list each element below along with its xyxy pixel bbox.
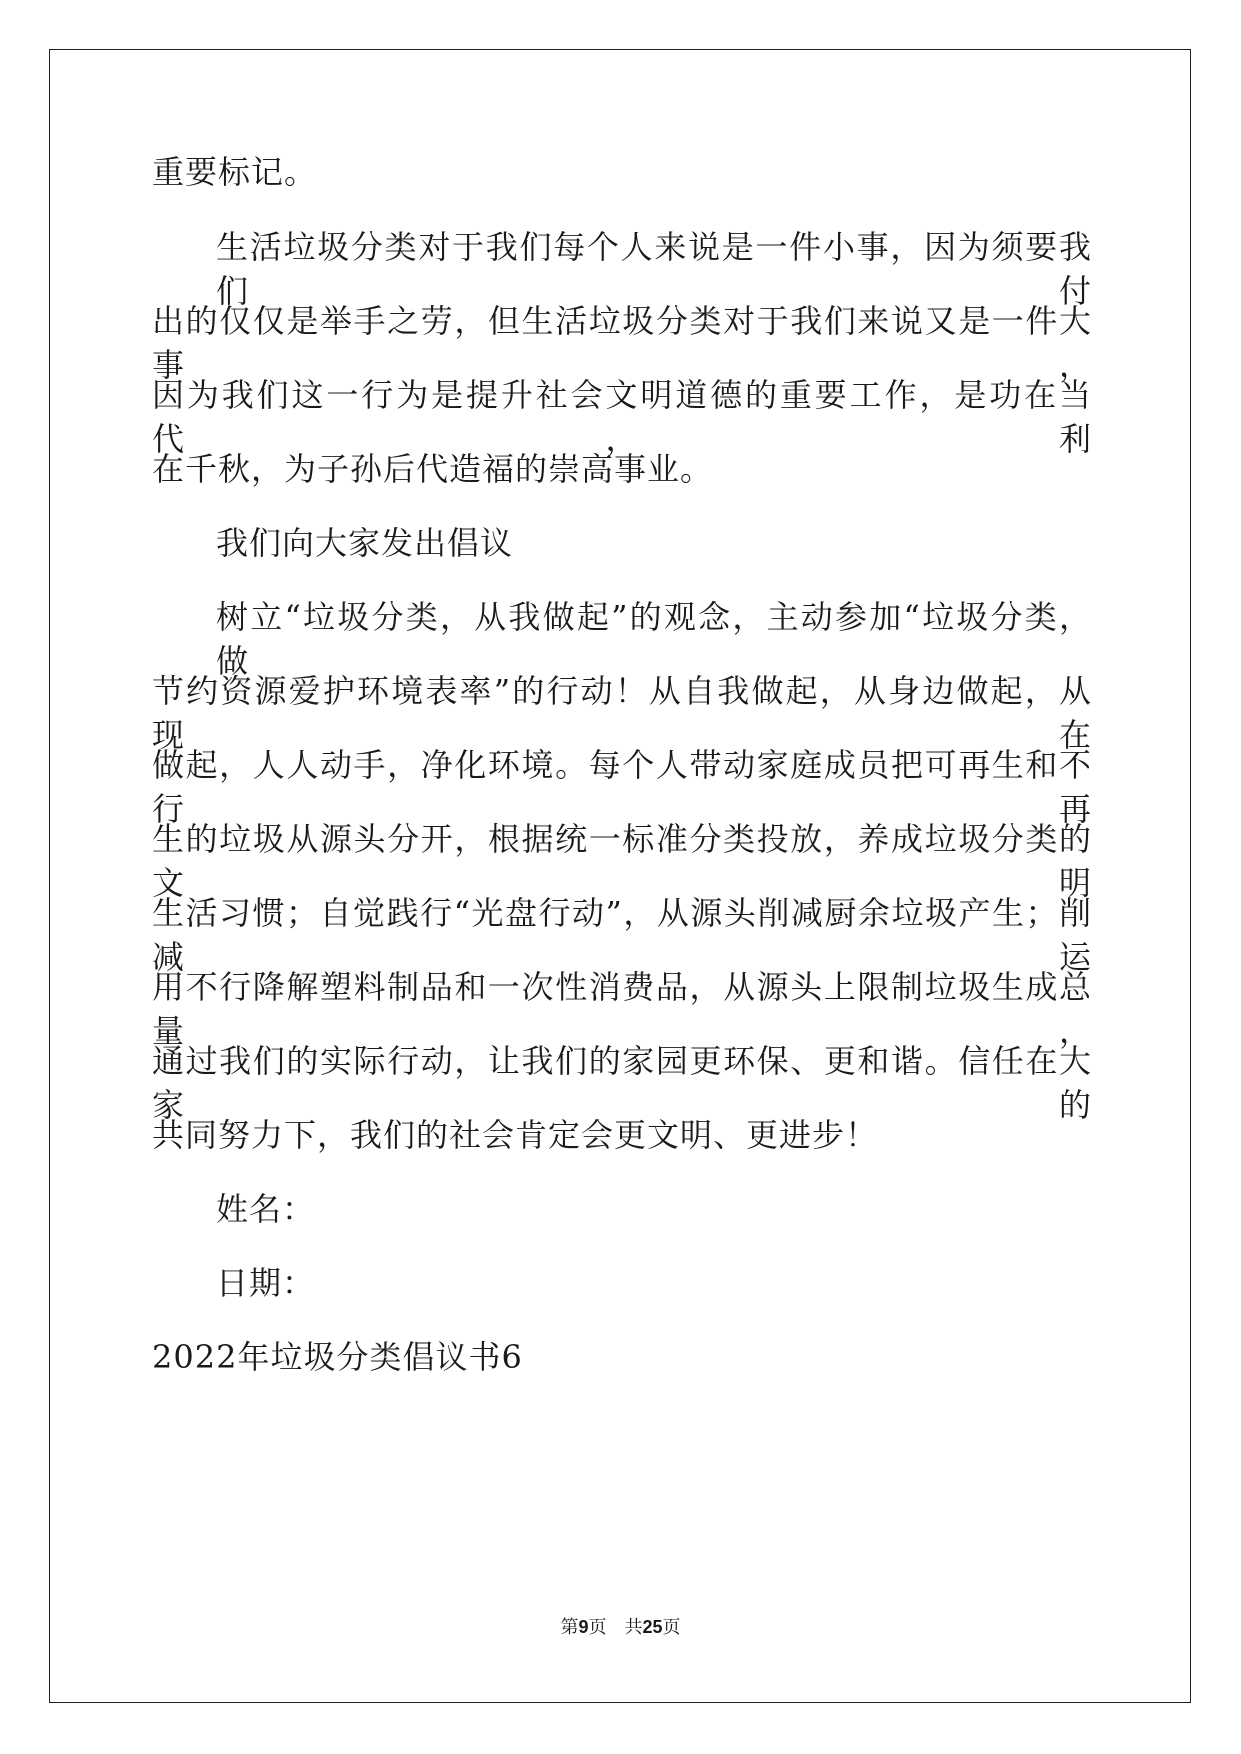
paragraph-line: 出的仅仅是举手之劳，但生活垃圾分类对于我们来说又是一件大事， [152, 302, 1092, 384]
paragraph-line: 生活习惯；自觉践行“光盘行动”，从源头削减厨余垃圾产生；削减运 [152, 894, 1092, 976]
paragraph-line: 生的垃圾从源头分开，根据统一标准分类投放，养成垃圾分类的文明 [152, 820, 1092, 902]
name-field-label: 姓名： [216, 1190, 316, 1228]
paragraph-line: 共同努力下，我们的社会肯定会更文明、更进步！ [152, 1116, 879, 1154]
date-field-label: 日期： [216, 1264, 316, 1302]
section-heading: 2022年垃圾分类倡议书6 [152, 1338, 523, 1376]
paragraph-line: 用不行降解塑料制品和一次性消费品，从源头上限制垃圾生成总量， [152, 968, 1092, 1050]
paragraph-line: 做起，人人动手，净化环境。每个人带动家庭成员把可再生和不行再 [152, 746, 1092, 828]
paragraph-line: 我们向大家发出倡议 [216, 524, 514, 562]
page-footer [0, 1615, 1241, 1640]
paragraph-line: 重要标记。 [152, 153, 318, 191]
paragraph-line: 因为我们这一行为是提升社会文明道德的重要工作，是功在当代，利 [152, 376, 1092, 458]
total-page-number: 25 [642, 1617, 663, 1637]
paragraph-line: 树立“垃圾分类，从我做起”的观念，主动参加“垃圾分类，做 [216, 598, 1092, 680]
paragraph-line: 节约资源爱护环境表率”的行动！从自我做起，从身边做起，从现在 [152, 672, 1092, 754]
paragraph-line: 通过我们的实际行动，让我们的家园更环保、更和谐。信任在大家的 [152, 1042, 1092, 1124]
paragraph-line: 在千秋，为子孙后代造福的崇高事业。 [152, 450, 714, 488]
paragraph-line: 生活垃圾分类对于我们每个人来说是一件小事，因为须要我们付 [216, 228, 1092, 310]
footer-suffix: 页 [662, 1617, 681, 1638]
current-page-number: 9 [578, 1617, 589, 1637]
footer-prefix: 第 [560, 1617, 579, 1638]
footer-mid: 页 共 [588, 1617, 643, 1638]
